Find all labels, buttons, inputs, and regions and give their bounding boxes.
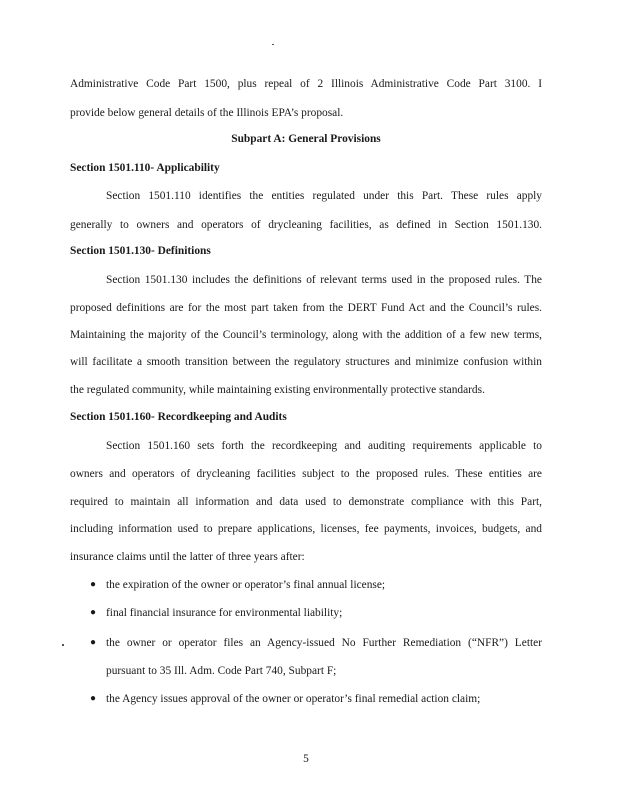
section-160-heading: Section 1501.160- Recordkeeping and Audits	[70, 411, 287, 423]
section-160-line-5: insurance claims until the latter of three years after:	[70, 551, 305, 563]
intro-line-1: Administrative Code Part 1500, plus repeal of 2 Illinois Administrative Code Part 3100. I	[70, 78, 542, 90]
section-160-line-2: owners and operators of drycleaning facilities subject to the proposed rules. These entities are	[70, 468, 542, 480]
section-110-line-2: generally to owners and operators of drycleaning facilities, as defined in Section 1501.130.	[70, 219, 542, 231]
section-130-line-5: the regulated community, while maintaining existing environmentally protective standards.	[70, 384, 485, 396]
section-110-heading: Section 1501.110- Applicability	[70, 162, 220, 174]
intro-line-2: provide below general details of the Illinois EPA’s proposal.	[70, 107, 344, 119]
section-130-line-1: Section 1501.130 includes the definitions of relevant terms used in the proposed rules. The	[106, 274, 542, 286]
bullet-dot: ●	[90, 607, 97, 618]
section-160-line-3: required to maintain all information and data used to demonstrate compliance with this Part,	[70, 496, 542, 508]
bullet-dot: ●	[90, 579, 97, 590]
bullet-item-1: the expiration of the owner or operator’s final annual license;	[106, 579, 386, 591]
bullet-item-3-line-1: the owner or operator files an Agency-issued No Further Remediation (“NFR”) Letter	[106, 637, 542, 649]
bullet-dot: ●	[90, 693, 97, 704]
scan-speck	[62, 644, 64, 646]
page-number: 5	[303, 753, 309, 765]
bullet-item-2: final financial insurance for environmental liability;	[106, 607, 343, 619]
bullet-dot: ●	[90, 637, 97, 648]
scan-speck	[272, 44, 274, 45]
section-160-line-1: Section 1501.160 sets forth the recordkeeping and auditing requirements applicable to	[106, 440, 542, 452]
bullet-item-3-line-2: pursuant to 35 Ill. Adm. Code Part 740, Subpart F;	[106, 665, 337, 677]
subpart-title: Subpart A: General Provisions	[231, 133, 381, 145]
section-110-line-1: Section 1501.110 identifies the entities regulated under this Part. These rules apply	[106, 190, 542, 202]
section-160-line-4: including information used to prepare applications, licenses, fee payments, invoices, budgets, and	[70, 523, 542, 535]
section-130-line-2: proposed definitions are for the most part taken from the DERT Fund Act and the Council’s rules.	[70, 302, 542, 314]
section-130-line-4: will facilitate a smooth transition between the regulatory structures and minimize confusion within	[70, 356, 542, 368]
section-130-heading: Section 1501.130- Definitions	[70, 245, 211, 257]
section-130-line-3: Maintaining the majority of the Council’s terminology, along with the addition of a few new terms,	[70, 329, 542, 341]
bullet-item-4: the Agency issues approval of the owner or operator’s final remedial action claim;	[106, 693, 481, 705]
